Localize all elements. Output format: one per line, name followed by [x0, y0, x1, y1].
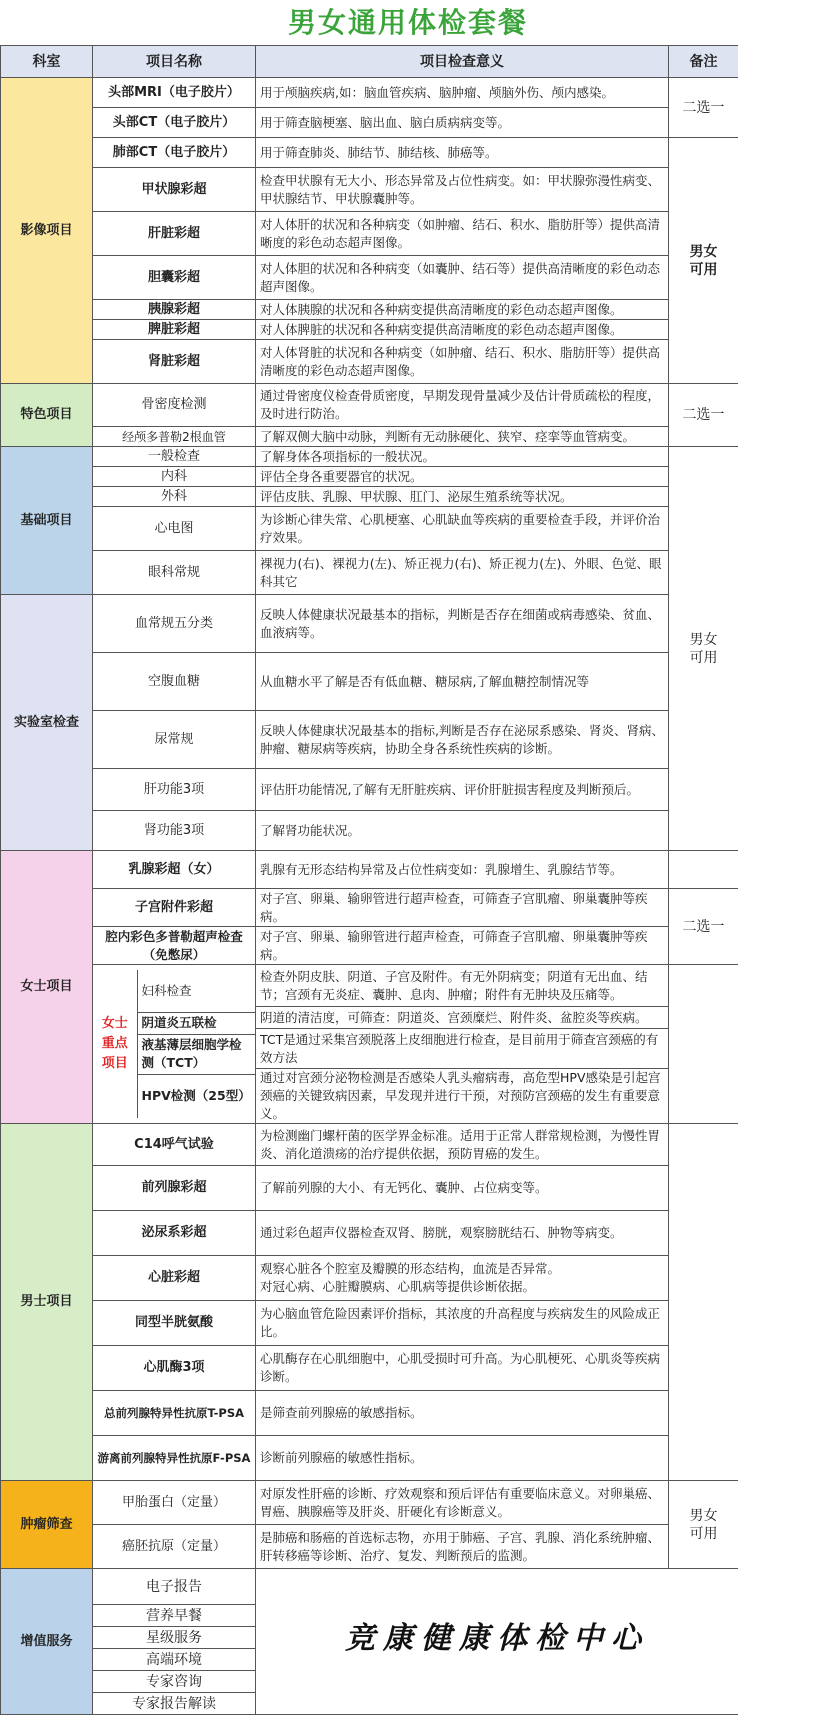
- item-name: 子宫附件彩超: [93, 889, 256, 927]
- table-row: [1, 340, 739, 384]
- table-row: [1, 1391, 739, 1436]
- table-row: [1, 1436, 739, 1481]
- women-key-subtable: [93, 970, 255, 1118]
- table-row: [1, 1124, 739, 1166]
- table-row: [1, 1525, 739, 1569]
- dept-tumor: 肿瘤筛查: [1, 1481, 93, 1569]
- table-row: [1, 300, 739, 320]
- note-choose-one: 二选一: [669, 78, 739, 138]
- table-row: [1, 212, 739, 256]
- item-desc: 检查甲状腺有无大小、形态异常及占位性病变。如：甲状腺弥漫性病变、甲状腺结节、甲状腺囊肿等。: [256, 168, 669, 212]
- note-blank: [669, 1124, 739, 1481]
- item-desc: 对子宫、卵巢、输卵管进行超声检查，可筛查子宫肌瘤、卵巢囊肿等疾病。: [256, 927, 669, 965]
- item-name: 尿常规: [93, 711, 256, 769]
- item-name: 胰腺彩超: [93, 300, 256, 320]
- package-table: [0, 45, 739, 1715]
- table-row: [1, 467, 739, 487]
- table-row: [1, 447, 739, 467]
- table-row: [1, 1346, 739, 1391]
- table-row: [1, 889, 739, 927]
- item-name: 前列腺彩超: [93, 1166, 256, 1211]
- item-desc: 通过彩色超声仪器检查双肾、膀胱，观察膀胱结石、肿物等病变。: [256, 1211, 669, 1256]
- item-desc: 对子宫、卵巢、输卵管进行超声检查，可筛查子宫肌瘤、卵巢囊肿等疾病。: [256, 889, 669, 927]
- item-name: 肾脏彩超: [93, 340, 256, 384]
- table-header-row: [1, 46, 739, 78]
- table-row: [1, 487, 739, 507]
- item-name: 泌尿系彩超: [93, 1211, 256, 1256]
- item-desc: 对原发性肝癌的诊断、疗效观察和预后评估有重要临床意义。对卵巢癌、胃癌、胰腺癌等及肝炎、肝硬化有诊断意义。: [256, 1481, 669, 1525]
- right-margin: [738, 45, 816, 1733]
- item-name: 心肌酶3项: [93, 1346, 256, 1391]
- item-desc: 阴道的清洁度，可筛查：阴道炎、宫颈糜烂、附件炎、盆腔炎等疾病。: [256, 1007, 669, 1029]
- table-row: [1, 507, 739, 551]
- table-row: [1, 108, 739, 138]
- item-name: 液基薄层细胞学检测（TCT）: [137, 1034, 255, 1074]
- item-name: 总前列腺特异性抗原T-PSA: [93, 1391, 256, 1436]
- note-unisex: 男女 可用: [669, 138, 739, 384]
- women-key-label: 女士 重点 项目: [93, 970, 137, 1118]
- table-row: [1, 811, 739, 851]
- item-desc: 反映人体健康状况最基本的指标,判断是否存在泌尿系感染、肾炎、肾病、肿瘤、糖尿病等疾病，协助全身各系统性疾病的诊断。: [256, 711, 669, 769]
- table-row: [1, 769, 739, 811]
- item-name: 乳腺彩超（女）: [93, 851, 256, 889]
- service-item: 高端环境: [93, 1649, 256, 1671]
- item-name: 肾功能3项: [93, 811, 256, 851]
- header-dept: 科室: [1, 46, 93, 78]
- table-row: [1, 851, 739, 889]
- note-choose-one: 二选一: [669, 384, 739, 447]
- item-name: 经颅多普勒2根血管: [93, 427, 256, 447]
- table-row: [1, 256, 739, 300]
- dept-women: 女士项目: [1, 851, 93, 1124]
- women-key-group: [93, 965, 256, 1124]
- item-name: 肝功能3项: [93, 769, 256, 811]
- item-desc: 评估皮肤、乳腺、甲状腺、肛门、泌尿生殖系统等状况。: [256, 487, 669, 507]
- table-row: [1, 1481, 739, 1525]
- item-name: 癌胚抗原（定量）: [93, 1525, 256, 1569]
- table-row: [1, 1166, 739, 1211]
- item-name: 头部MRI（电子胶片）: [93, 78, 256, 108]
- item-desc: 心肌酶存在心肌细胞中，心肌受损时可升高。为心肌梗死、心肌炎等疾病诊断。: [256, 1346, 669, 1391]
- table-row: [1, 427, 739, 447]
- item-desc: 用于颅脑疾病,如：脑血管疾病、脑肿瘤、颅脑外伤、颅内感染。: [256, 78, 669, 108]
- item-desc: 通过骨密度仪检查骨质密度，早期发现骨量减少及估计骨质疏松的程度，及时进行防治。: [256, 384, 669, 427]
- item-name: 腔内彩色多普勒超声检查（免憋尿）: [93, 927, 256, 965]
- table-row: [1, 384, 739, 427]
- item-desc: 观察心脏各个腔室及瓣膜的形态结构，血流是否异常。 对冠心病、心脏瓣膜病、心肌病等提供诊断依据。: [256, 1256, 669, 1301]
- dept-men: 男士项目: [1, 1124, 93, 1481]
- item-name: C14呼气试验: [93, 1124, 256, 1166]
- service-item: 专家报告解读: [93, 1693, 256, 1715]
- service-item: 营养早餐: [93, 1605, 256, 1627]
- table-row: [1, 1569, 739, 1605]
- table-row: [1, 1211, 739, 1256]
- item-desc: 是肺癌和肠癌的首选标志物，亦用于肺癌、子宫、乳腺、消化系统肿瘤、肝转移癌等诊断、治疗、复发、判断预后的监测。: [256, 1525, 669, 1569]
- item-desc: 诊断前列腺癌的敏感性指标。: [256, 1436, 669, 1481]
- brand-cell: [256, 1569, 739, 1715]
- item-desc: 是筛查前列腺癌的敏感指标。: [256, 1391, 669, 1436]
- header-item: 项目名称: [93, 46, 256, 78]
- item-name: 胆囊彩超: [93, 256, 256, 300]
- note-blank: [669, 965, 739, 1124]
- dept-service: 增值服务: [1, 1569, 93, 1715]
- item-desc: 为诊断心律失常、心肌梗塞、心肌缺血等疾病的重要检查手段，并评价治疗效果。: [256, 507, 669, 551]
- table-row: [1, 595, 739, 653]
- item-name: 骨密度检测: [93, 384, 256, 427]
- item-desc: 乳腺有无形态结构异常及占位性病变如：乳腺增生、乳腺结节等。: [256, 851, 669, 889]
- page-title: 男女通用体检套餐: [287, 6, 528, 39]
- item-desc: 通过对宫颈分泌物检测是否感染人乳头瘤病毒，高危型HPV感染是引起宫颈癌的关键致病因素，早发现并进行干预，对预防宫颈癌的发生有重要意义。: [256, 1069, 669, 1124]
- item-desc: 用于筛查脑梗塞、脑出血、脑白质病病变等。: [256, 108, 669, 138]
- item-name: 一般检查: [93, 447, 256, 467]
- dept-basic: 基础项目: [1, 447, 93, 595]
- table-row: [1, 320, 739, 340]
- table-row: [1, 168, 739, 212]
- note-unisex: 男女 可用: [669, 1481, 739, 1569]
- note-unisex: 男女 可用: [669, 447, 739, 851]
- item-name: 肝脏彩超: [93, 212, 256, 256]
- service-item: 专家咨询: [93, 1671, 256, 1693]
- dept-lab: 实验室检查: [1, 595, 93, 851]
- item-name: 血常规五分类: [93, 595, 256, 653]
- item-desc: 对人体肾脏的状况和各种病变（如肿瘤、结石、积水、脂肪肝等）提供高清晰度的彩色动态超声图像。: [256, 340, 669, 384]
- header-meaning: 项目检查意义: [256, 46, 669, 78]
- item-desc: 从血糖水平了解是否有低血糖、糖尿病,了解血糖控制情况等: [256, 653, 669, 711]
- item-desc: 用于筛查肺炎、肺结节、肺结核、肺癌等。: [256, 138, 669, 168]
- table-row: [1, 1256, 739, 1301]
- item-name: 同型半胱氨酸: [93, 1301, 256, 1346]
- item-name: 内科: [93, 467, 256, 487]
- item-name: 阴道炎五联检: [137, 1012, 255, 1034]
- item-desc: 为检测幽门螺杆菌的医学界金标准。适用于正常人群常规检测，为慢性胃炎、消化道溃疡的治疗提供依据，预防胃癌的发生。: [256, 1124, 669, 1166]
- table-row: [1, 653, 739, 711]
- service-item: 电子报告: [93, 1569, 256, 1605]
- item-desc: 了解身体各项指标的一般状况。: [256, 447, 669, 467]
- table-row: [1, 138, 739, 168]
- dept-special: 特色项目: [1, 384, 93, 447]
- item-name: 心电图: [93, 507, 256, 551]
- item-desc: 对人体脾脏的状况和各种病变提供高清晰度的彩色动态超声图像。: [256, 320, 669, 340]
- item-desc: 对人体肝的状况和各种病变（如肿瘤、结石、积水、脂肪肝等）提供高清晰度的彩色动态超声图像。: [256, 212, 669, 256]
- item-desc: 了解前列腺的大小、有无钙化、囊肿、占位病变等。: [256, 1166, 669, 1211]
- item-name: 脾脏彩超: [93, 320, 256, 340]
- table-row: [1, 551, 739, 595]
- note-blank: [669, 851, 739, 889]
- item-desc: 为心脑血管危险因素评价指标，其浓度的升高程度与疾病发生的风险成正比。: [256, 1301, 669, 1346]
- brand-name: 竞康健康体检中心: [345, 1621, 649, 1656]
- item-name: 心脏彩超: [93, 1256, 256, 1301]
- table-row: [1, 1301, 739, 1346]
- item-name: 外科: [93, 487, 256, 507]
- service-item: 星级服务: [93, 1627, 256, 1649]
- item-desc: TCT是通过采集宫颈脱落上皮细胞进行检查，是目前用于筛查宫颈癌的有效方法: [256, 1029, 669, 1069]
- item-name: 甲状腺彩超: [93, 168, 256, 212]
- table-row: [1, 711, 739, 769]
- item-desc: 了解双侧大脑中动脉，判断有无动脉硬化、狭窄、痉挛等血管病变。: [256, 427, 669, 447]
- note-choose-one: 二选一: [669, 889, 739, 965]
- item-name: 妇科检查: [137, 970, 255, 1012]
- item-desc: 裸视力(右)、裸视力(左)、矫正视力(右)、矫正视力(左)、外眼、色觉、眼科其它: [256, 551, 669, 595]
- dept-imaging: 影像项目: [1, 78, 93, 384]
- item-name: HPV检测（25型）: [141, 1088, 251, 1104]
- item-name: 甲胎蛋白（定量）: [93, 1481, 256, 1525]
- item-desc: 了解肾功能状况。: [256, 811, 669, 851]
- table-row: [1, 78, 739, 108]
- item-name: 眼科常规: [93, 551, 256, 595]
- item-desc: 对人体胰腺的状况和各种病变提供高清晰度的彩色动态超声图像。: [256, 300, 669, 320]
- item-desc: 反映人体健康状况最基本的指标，判断是否存在细菌或病毒感染、贫血、血液病等。: [256, 595, 669, 653]
- table-row: [1, 965, 739, 1007]
- item-desc: 评估肝功能情况,了解有无肝脏疾病、评价肝脏损害程度及判断预后。: [256, 769, 669, 811]
- item-desc: 评估全身各重要器官的状况。: [256, 467, 669, 487]
- item-desc: 对人体胆的状况和各种病变（如囊肿、结石等）提供高清晰度的彩色动态超声图像。: [256, 256, 669, 300]
- item-desc: 检查外阴皮肤、阴道、子宫及附件。有无外阴病变；阴道有无出血、结节；宫颈有无炎症、囊肿、息肉、肿瘤；附件有无肿块及压痛等。: [256, 965, 669, 1007]
- item-name: 头部CT（电子胶片）: [93, 108, 256, 138]
- item-name: 游离前列腺特异性抗原F-PSA: [93, 1436, 256, 1481]
- item-name: 空腹血糖: [93, 653, 256, 711]
- item-name: 肺部CT（电子胶片）: [93, 138, 256, 168]
- header-note: 备注: [669, 46, 739, 78]
- table-row: [1, 927, 739, 965]
